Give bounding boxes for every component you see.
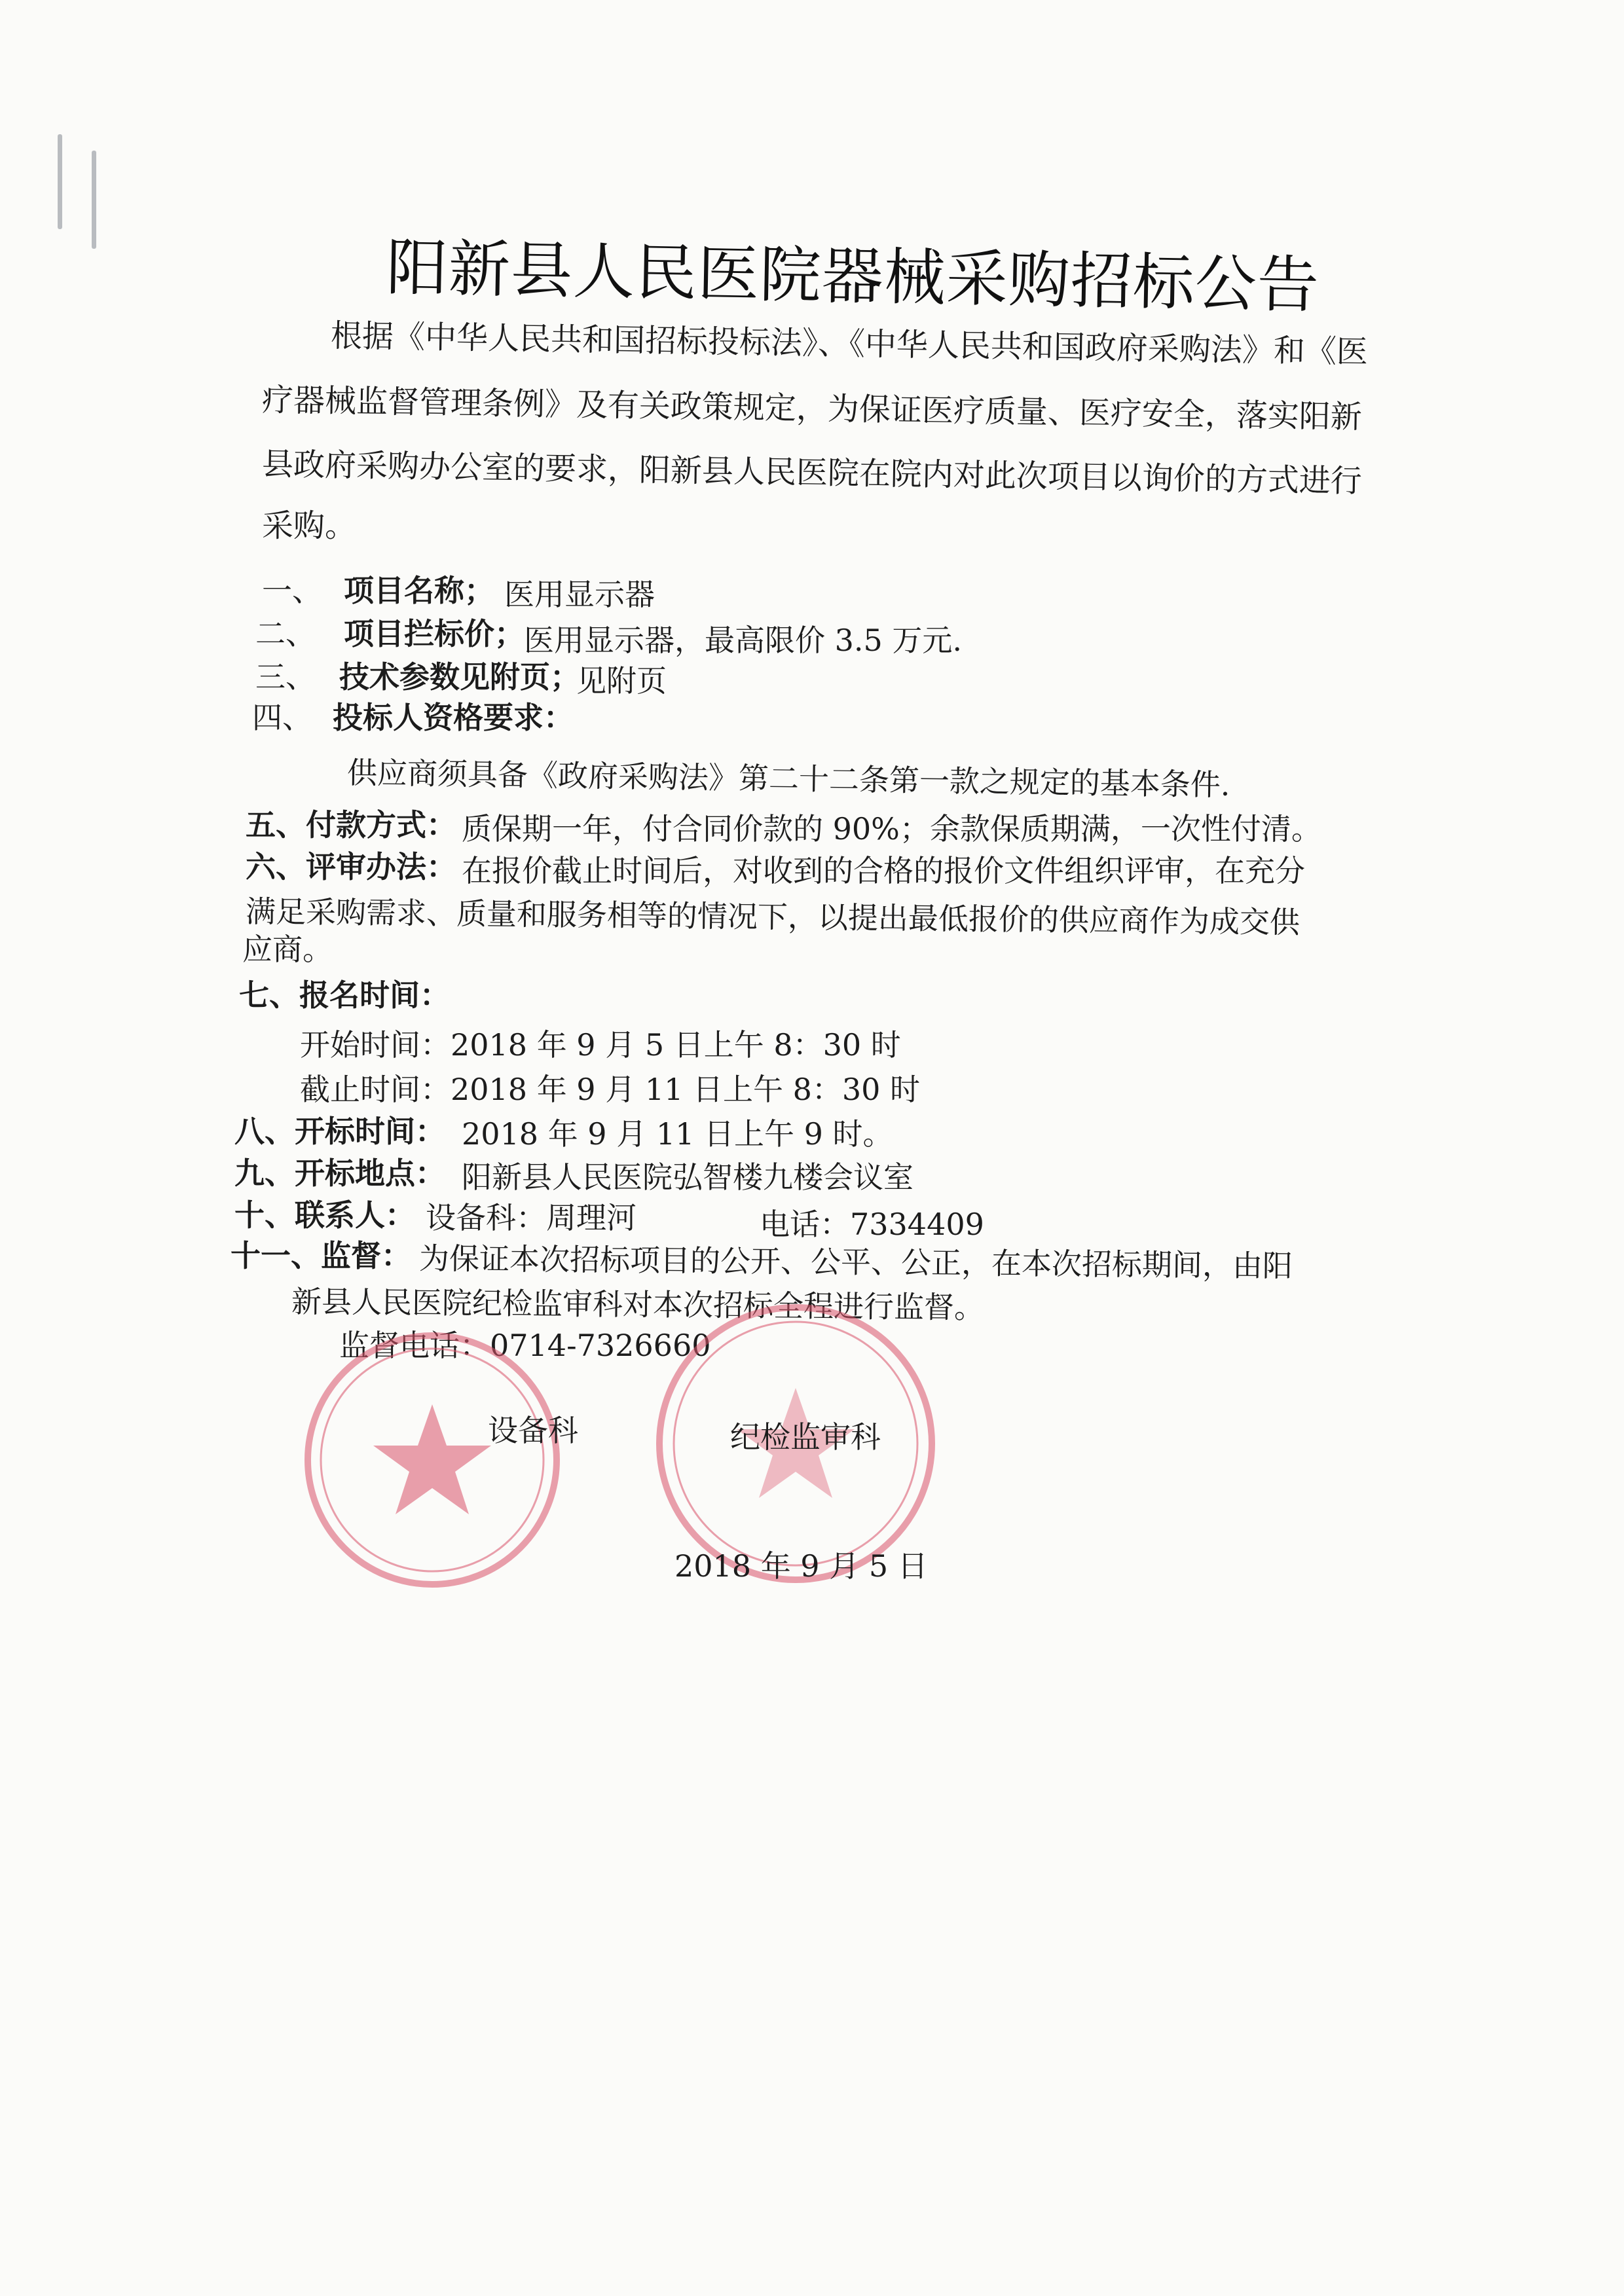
item-1-value: 医用显示器 <box>504 577 655 612</box>
item-2-label: 项目拦标价； <box>344 616 525 651</box>
binder-mark-right <box>92 151 96 249</box>
item-1-number: 一、 <box>262 573 322 608</box>
item-11-phone: 监督电话：0714-7326660 <box>339 1328 711 1363</box>
item-1-label: 项目名称； <box>344 573 494 608</box>
item-9-label: 九、开标地点： <box>234 1156 445 1191</box>
item-7-end-time: 截止时间：2018 年 9 月 11 日上午 8：30 时 <box>300 1072 921 1107</box>
item-10-value: 设备科：周理河 <box>426 1200 637 1235</box>
item-5-label: 五、付款方式： <box>246 807 456 843</box>
item-5-value: 质保期一年，付合同价款的 90%；余款保质期满，一次性付清。 <box>462 811 1321 847</box>
signature-dept-equipment: 设备科 <box>488 1413 578 1448</box>
binder-mark-left <box>58 134 62 229</box>
item-11-value: 为保证本次招标项目的公开、公平、公正，在本次招标期间，由阳 <box>418 1241 1293 1284</box>
item-7-start-time: 开始时间：2018 年 9 月 5 日上午 8：30 时 <box>300 1027 901 1063</box>
intro-line-1: 根据《中华人民共和国招标投标法》、《中华人民共和国政府采购法》和《医 <box>330 318 1369 371</box>
intro-line-3: 县政府采购办公室的要求，阳新县人民医院在院内对此次项目以询价的方式进行 <box>261 446 1363 500</box>
item-6-line-3: 应商。 <box>242 932 333 967</box>
item-6-line-2: 满足采购需求、质量和服务相等的情况下，以提出最低报价的供应商作为成交供 <box>245 894 1301 940</box>
item-4-label: 投标人资格要求： <box>333 700 574 735</box>
item-7-label: 七、报名时间： <box>239 977 450 1013</box>
item-8-value: 2018 年 9 月 11 日上午 9 时。 <box>462 1116 893 1152</box>
item-6-label: 六、评审办法： <box>246 849 456 884</box>
item-3-label: 技术参数见附页； <box>339 659 580 695</box>
intro-line-4: 采购。 <box>262 507 357 544</box>
item-4-detail: 供应商须具备《政府采购法》第二十二条第一款之规定的基本条件. <box>346 755 1230 803</box>
item-11-label: 十一、监督： <box>231 1238 411 1273</box>
item-8-label: 八、开标时间： <box>234 1114 445 1149</box>
item-10-label: 十、联系人： <box>234 1197 415 1233</box>
official-seal-equipment-dept <box>301 1329 563 1591</box>
item-4-number: 四、 <box>252 700 312 735</box>
item-2-value: 医用显示器，最高限价 3.5 万元. <box>524 623 963 658</box>
page-title: 阳新县人民医院器械采购招标公告 <box>385 232 1320 322</box>
item-2-number: 二、 <box>255 616 316 651</box>
item-6-value: 在报价截止时间后，对收到的合格的报价文件组织评审，在充分 <box>462 853 1305 888</box>
signature-dept-discipline: 纪检监审科 <box>730 1419 881 1455</box>
item-9-value: 阳新县人民医院弘智楼九楼会议室 <box>462 1159 913 1195</box>
item-3-value: 见附页 <box>576 663 667 699</box>
intro-line-2: 疗器械监督管理条例》及有关政策规定，为保证医疗质量、医疗安全，落实阳新 <box>261 382 1363 436</box>
item-3-number: 三、 <box>255 659 316 695</box>
item-11-line-2: 新县人民医院纪检监审科对本次招标全程进行监督。 <box>291 1284 985 1326</box>
signature-date: 2018 年 9 月 5 日 <box>674 1548 928 1584</box>
item-10-phone: 电话：7334409 <box>760 1207 984 1242</box>
